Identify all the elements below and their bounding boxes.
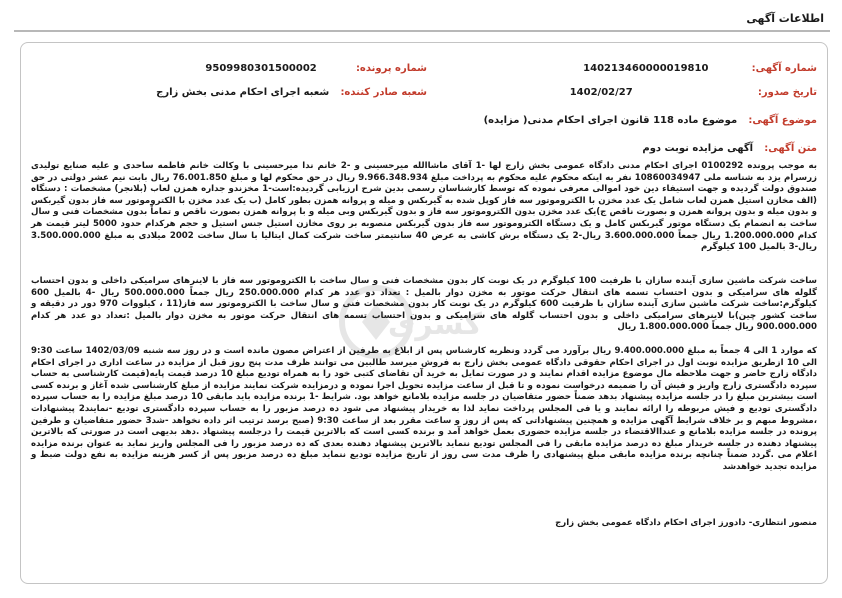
notice-number-row bbox=[583, 63, 817, 74]
file-number-row bbox=[205, 63, 427, 74]
notice-number: 140213460000019810 bbox=[583, 63, 709, 74]
body-paragraph-3: که موارد 1 الی 4 جمعاً به مبلغ 9.400.000.000 ریال برآورد می گردد ونظریه کارشناس پس از ابلاغ به طرفین از اعتراض مصون مانده است و در روز سه شنبه 1402/03/09 ساعت 9:30 الی 10 ازطریق مزایده نوبت اول در اجرای احکام حقوقی دادگاه عمومی بخش زارج به فروش میرسد طالبین می توانند ظرف مدت پنج روز قبل از مزایده در ساعت اداری در اجرای احکام دادگاه زارج حاضر و جهت ملاحظه مال موضوع مزایده اقدام نمایند و در صورت تمایل به خرید آن تقاضای کتبی خود را به همراه تودیع مبلغ 10 درصد قیمت پایه(قیمت کارشناسی به حساب سپرده دادگستری زارج واریز و فیش آن را ضمیمه درخواست نموده و تا قبل از ساعت مزایده تحویل اجرا نموده و درمزایده شرکت نمایند مزایده از مبلغ کارشناسی شده آغاز و برنده کسی است بیشترین مبلغ را در جلسه مزایده پیشنهاد بدهد ضمناً حضور متقاضیان در جلسه مزایده بلامانع خواهد بود. شرایط -1 برنده مزایده باید مابقی 10 درصد مبلغ مزایده را به حساب سپرده دادگستری تودیع و فیش مربوطه را ارائه نمایند و یا فی المجلس پرداخت نماید لذا به خریدار پیشنهاد می شود ده درصد مزبور را به حساب سپرده دادگستری تودیع -نمایند2 پیشنهادات ،مشروط مبهم و بر خلاف شرایط آگهی مزایده و همچنین پیشنهاداتی که پس از روز و ساعت مقرر بعد از ساعت 9:30 (صبح برسد ترتیب اثر داده نخواهد -شد3 حضور متقاضیان و طرفین پرونده در جلسه مزایده بلامانع و عنداالاقتضاء در جلسه مزایده حضوری بعمل خواهد آمد و برنده کسی است که بالاترین قیمت را درجلسه پیشنهاد .دهد بدیهی است در صورتی که بالاترین پیشنهاد دهنده در جلسه خریدار مبلغ ده درصد مزایده مابقی را فی المجلس تودیع ننماید بالاترین پیشنهاد دهنده بعدی که ده درصد مزبور را فی المجلس واریز نماید به عنوان برنده مزایده اعلام می .گردد ضمناً چنانچه برنده مزایده مابقی مبلغ پیشنهادی را ظرف مدت سی روز از تاریخ مزایده تودیع ننماید مبلغ ده درصد مزبور پس از کسر هزینه مزایده به نفع دولت ضبط و مزایده تجدید خواهدشد bbox=[31, 346, 818, 472]
subject: موضوع ماده 118 قانون اجرای احکام مدنی( مزایده) bbox=[483, 115, 738, 126]
subject-row bbox=[484, 115, 817, 126]
notice-sheet bbox=[14, 8, 830, 590]
page-title: اطلاعات آگهی bbox=[746, 12, 824, 25]
signature: منصور انتظاری- دادورز اجرای احکام دادگاه عمومی بخش زارج bbox=[555, 518, 817, 528]
issue-date: 1402/02/27 bbox=[569, 87, 633, 98]
issuer: شعبه اجرای احکام مدنی بخش زارج bbox=[156, 87, 330, 98]
file-number-label: شماره پرونده: bbox=[355, 63, 427, 74]
issuer-row bbox=[156, 87, 427, 98]
header-bar bbox=[14, 8, 830, 32]
date-label: تاریخ صدور: bbox=[757, 87, 817, 98]
file-number: 9509980301500002 bbox=[205, 63, 317, 74]
body-paragraph-2: ساخت شرکت ماشین سازی آینده سازان با ظرفیت 100 کیلوگرم در یک نوبت کار بدون مشخصات فنی و سال ساخت با الکتروموتور سه فاز با لاینرهای سرامیکی داخلی و بدون احتساب گلوله های سرامیکی و بدون احتساب تسمه های انتقال حرکت موتور به مخزن دوار بالمیل : تعداد دو عدد هر کدام 250.000.000 ریال جمعاً 500.000.000 ریال -4 بالمیل 600 کیلوگرم:ساخت شرکت ماشین سازی آینده سازان با ظرفیت 600 کیلوگرم در یک نوبت کار بدون مشخصات فنی و سال ساخت با الکتروموتور سه فاز(11 ، کیلووات 970 دور در دقیقه و ساخت کشور چین)با لاینرهای سرامیکی داخلی و بدون احتساب گلوله های سرامیکی و بدون احتساب تسمه های انتقال حرکت موتور به مخزن دوار بالمیل :تعداد دو عدد هر کدام 900.000.000 ریال جمعاً 1.800.000.000 ریال bbox=[31, 276, 817, 333]
notice-number-label: شماره آگهی: bbox=[751, 63, 817, 74]
text-label: متن آگهی: bbox=[764, 143, 817, 154]
text-row bbox=[642, 143, 817, 154]
issuer-label: شعبه صادر کننده: bbox=[340, 87, 427, 98]
notice-box bbox=[20, 42, 828, 584]
watermark-text: کسری bbox=[387, 307, 482, 342]
body-paragraph-1: به موجب پرونده 0100292 اجرای احکام مدنی دادگاه عمومی بخش زارج لها -1 آقای ماشاالله میرحسینی و -2 خانم ندا میرحسینی با وکالت خانم فاطمه ساحدی و علیه صنایع تولیدی زرسرام یزد به شناسه ملی 10860034947 نفر به اینکه محکوم علیه محکوم به پرداخت مبلغ 9.966.348.934 ریال در حق محکوم لها و مبلغ 76.001.850 ریال بابت نیم عشر دولتی در حق صندوق دولت گردیده و جهت استیفاء دین خود اموالی معرفی نموده که توسط کارشناسان رسمی بدین شرح ارزیابی گردیده:است-1 مخزندو جداره همزن لعاب (بلانجر) مشخصات : دستگاه (الف مخازن استیل همزن لعاب شامل یک عدد مخزن با الکتروموتور سه فاز کوپل شده به گیربکس و میله و پروانه همزن بطور کامل (ب یک عدد مخزن با الکتروموتور سه فاز بدون گیربکس و بدون میله و بدون پروانه همزن و بصورت ناقص ج)یک عدد مخزن بدون الکتروموتور سه فاز و بدون گیربکس وبی میله و با پروانه همزن بصورت ناقص و تماماً بدون مشخصات فنی و سال ساخت به انضمام یک دستگاه موتور گیربکس کامل و یک دستگاه الکتروموتور سه فاز بدون گیربکس منصوبه بر روی مخازن استیل جنس استیل و حجم هرکدام حدود 5000 لیتر قیمت هر کدام 1.200.000.000 ریال جمعاً 3.600.000.000 ریال-2 یک دستگاه برش کاشی به عرض 40 سانتیمتر ساخت شرکت کمال ایتالیا با سال ساخت 2002 میلادی به مبلغ 3.500.000.000 ریال-3 بالمیل 100 کیلوگرم bbox=[31, 161, 817, 253]
date-row bbox=[570, 87, 817, 98]
subject-label: موضوع آگهی: bbox=[748, 115, 817, 126]
text-title: آگهی مزایده نوبت دوم bbox=[642, 143, 754, 154]
